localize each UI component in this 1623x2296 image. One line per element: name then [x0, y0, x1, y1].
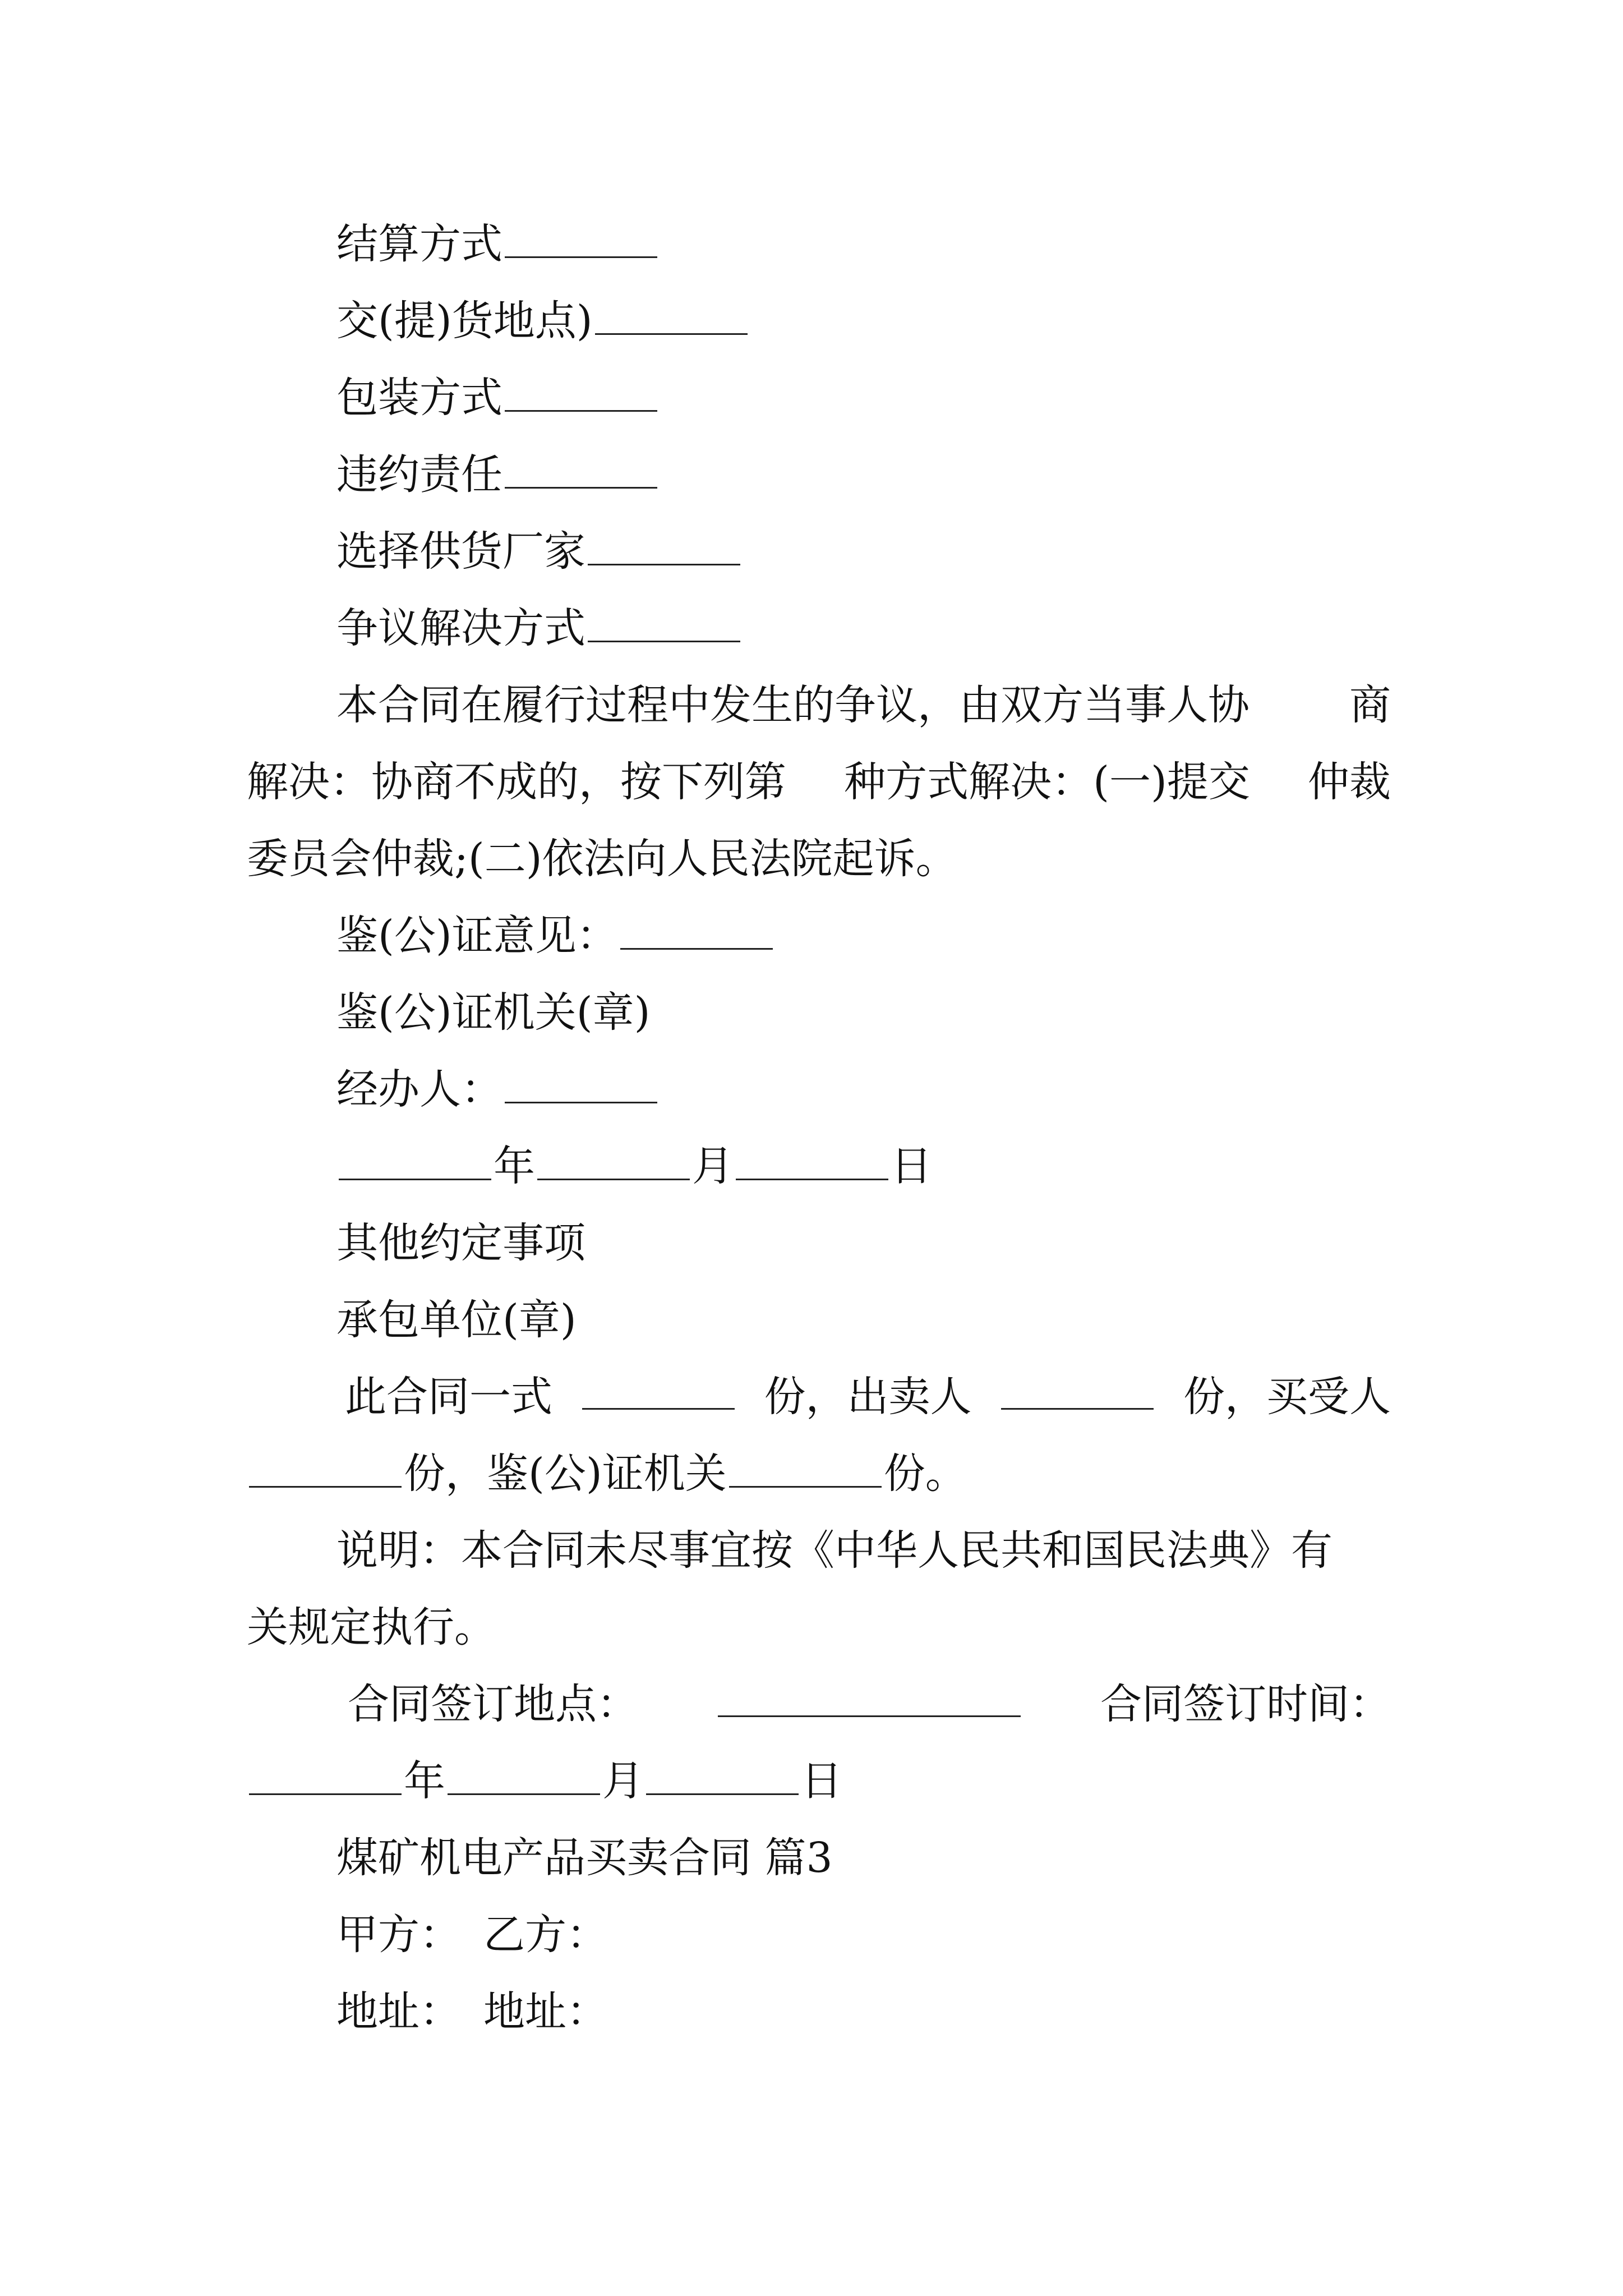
field-label: 包装方式 [336, 374, 502, 422]
blank-line [1001, 1369, 1154, 1410]
field-label: 其他约定事项 [336, 1219, 585, 1267]
note-text: 说明：本合同未尽事宜按《中华人民共和国民法典》有 [336, 1526, 1332, 1575]
copies-text: 份，买受人 [1183, 1373, 1391, 1421]
date-day-label: 日 [891, 1142, 932, 1190]
signing-line [348, 1676, 1391, 1732]
section-heading: 煤矿机电产品买卖合同 篇3 [336, 1834, 833, 1882]
field-label: 交(提)货地点) [336, 297, 593, 345]
field-packing [0, 370, 1623, 426]
address-line [0, 1984, 1623, 2040]
dispute-paragraph-line2 [247, 754, 1391, 810]
blank-line [339, 1139, 491, 1180]
paragraph-text: 委员会仲裁;(二)依法向人民法院起诉。 [247, 835, 957, 883]
copies-text: 份。 [883, 1450, 967, 1498]
note-line1 [0, 1522, 1623, 1579]
field-label: 经办人： [336, 1065, 502, 1114]
signing-place-label: 合同签订地点： [348, 1680, 638, 1728]
notary-handler [0, 1061, 1623, 1117]
blank-line [249, 1754, 402, 1795]
blank-line [582, 1369, 735, 1410]
party-a-label: 甲方： [336, 1911, 461, 1959]
paragraph-text: 本合同在履行过程中发生的争议，由双方当事人协 [336, 681, 1249, 729]
field-label: 争议解决方式 [336, 604, 585, 652]
notary-opinion [0, 908, 1623, 964]
blank-line [595, 294, 748, 335]
note-text: 关规定执行。 [247, 1603, 496, 1651]
field-delivery-place [0, 293, 1623, 349]
field-settlement [0, 216, 1623, 272]
field-label: 结算方式 [336, 220, 502, 268]
paragraph-text: 仲裁 [1308, 758, 1391, 806]
blank-line [736, 1139, 888, 1180]
blank-line [729, 1447, 882, 1488]
copies-line2 [0, 1446, 1623, 1502]
notary-authority [0, 984, 1623, 1041]
blank-line [718, 1676, 1021, 1717]
paragraph-text: 商 [1349, 681, 1391, 729]
paragraph-text: 解决：协商不成的，按下列第 [247, 758, 786, 806]
signing-date [0, 1753, 1623, 1809]
blank-line [620, 909, 773, 950]
field-label: 鉴(公)证机关(章) [336, 988, 651, 1037]
parties-line [0, 1907, 1623, 1963]
section-title [0, 1830, 1623, 1886]
party-b-label: 乙方： [483, 1911, 608, 1959]
blank-line [537, 1139, 690, 1180]
dispute-paragraph-line1 [336, 677, 1391, 733]
field-breach [0, 447, 1623, 503]
date-year-label: 年 [494, 1142, 535, 1190]
blank-line [505, 371, 657, 412]
dispute-paragraph-line3 [0, 831, 1623, 887]
blank-line [588, 524, 740, 565]
blank-line [448, 1754, 600, 1795]
notary-date [0, 1138, 1623, 1194]
date-month-label: 月 [692, 1142, 734, 1190]
field-label: 选择供货厂家 [336, 527, 585, 576]
field-dispute [0, 600, 1623, 656]
blank-line [505, 1062, 657, 1103]
field-label: 违约责任 [336, 450, 502, 499]
blank-line [588, 601, 740, 642]
date-day-label: 日 [801, 1757, 842, 1805]
address-b-label: 地址： [483, 1987, 608, 2036]
copies-text: 此合同一式 [345, 1373, 552, 1421]
date-year-label: 年 [404, 1757, 445, 1805]
field-label: 承包单位(章) [336, 1296, 577, 1344]
field-supplier [0, 523, 1623, 579]
field-label: 鉴(公)证意见： [336, 912, 618, 960]
copies-text: 份，出卖人 [764, 1373, 972, 1421]
blank-line [505, 217, 657, 258]
date-month-label: 月 [602, 1757, 644, 1805]
blank-line [505, 448, 657, 489]
copies-line1 [345, 1369, 1391, 1425]
blank-line [249, 1447, 402, 1488]
signing-time-label: 合同签订时间： [1100, 1680, 1391, 1728]
copies-text: 份，鉴(公)证机关 [404, 1450, 727, 1498]
paragraph-text: 种方式解决：(一)提交 [844, 758, 1250, 806]
note-line2 [0, 1599, 1623, 1655]
contractor-seal [0, 1292, 1623, 1348]
other-matters [0, 1215, 1623, 1271]
address-a-label: 地址： [336, 1987, 461, 2036]
blank-line [646, 1754, 799, 1795]
